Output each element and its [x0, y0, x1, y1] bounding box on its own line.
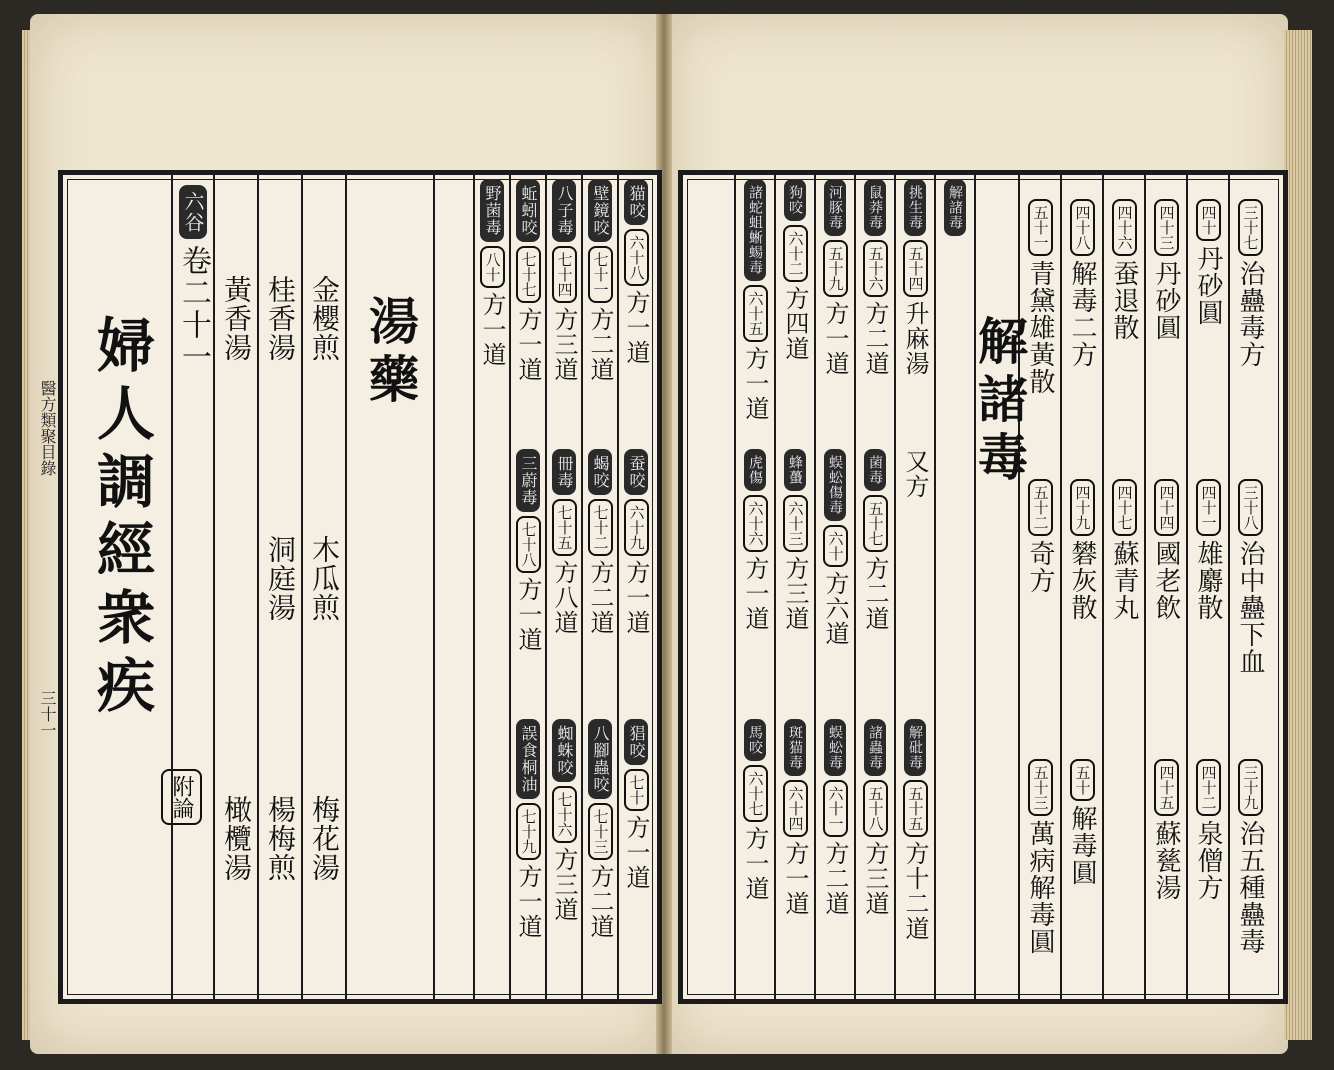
index-number: 八十 [480, 246, 505, 288]
main-column [1228, 175, 1270, 999]
index-column [854, 175, 894, 999]
index-entry [547, 719, 581, 922]
main-text: 丹砂圓 [1193, 245, 1223, 326]
index-number: 七十三 [588, 803, 613, 860]
main-text: 治中蠱下血 [1235, 540, 1265, 675]
main-text: 解毒圓 [1067, 805, 1097, 886]
section-heading: 湯藥 [361, 295, 420, 411]
index-tag: 蜈蚣傷毒 [824, 449, 846, 521]
index-number: 七十 [624, 769, 649, 811]
main-number: 五十一 [1028, 199, 1053, 256]
main-number: 四十三 [1154, 199, 1179, 256]
index-tag: 虎傷 [744, 449, 766, 491]
main-text: 國老飲 [1151, 540, 1181, 621]
section-heading-column [345, 175, 433, 999]
index-column [617, 175, 653, 999]
page-edge-right [1284, 30, 1312, 1040]
main-text: 雄麝散 [1193, 540, 1223, 621]
recipe-entry [259, 535, 301, 622]
index-entry [816, 449, 854, 646]
index-text: 方十二道 [901, 841, 929, 941]
index-tag: 猫咬 [624, 179, 648, 225]
recipe-name: 金櫻煎 [308, 275, 341, 362]
index-number: 七十七 [516, 246, 541, 303]
recipe-name: 橄欖湯 [220, 795, 253, 882]
index-number: 六十五 [743, 285, 768, 342]
index-number: 七十二 [588, 499, 613, 556]
index-text: 方一道 [741, 346, 769, 421]
index-tag: 蜈蚣毒 [824, 719, 846, 776]
index-number: 六十四 [783, 780, 808, 837]
index-entry [776, 179, 814, 361]
main-entry [1062, 195, 1102, 368]
main-entry [1020, 475, 1060, 594]
main-entry [1104, 195, 1144, 341]
recipe-entry [215, 795, 257, 882]
index-number: 六十六 [743, 495, 768, 552]
main-entry [1146, 755, 1186, 901]
main-entry [1230, 475, 1270, 675]
index-text: 方一道 [478, 292, 506, 367]
index-text: 方一道 [622, 290, 650, 365]
index-tag: 冊毒 [552, 449, 576, 495]
main-entry [1104, 475, 1144, 621]
left-text-frame [58, 170, 662, 1004]
index-text: 方二道 [861, 556, 889, 631]
index-number: 七十一 [588, 246, 613, 303]
index-entry [547, 449, 581, 635]
recipe-column [213, 175, 257, 999]
main-text: 治五種蠱毒 [1235, 820, 1265, 955]
main-entry [1020, 755, 1060, 955]
index-tag: 挑生毒 [904, 179, 926, 236]
recipe-entry [303, 795, 345, 882]
recipe-name: 楊梅煎 [264, 795, 297, 882]
main-text: 青黛雄黃散 [1025, 260, 1055, 395]
index-entry [776, 719, 814, 916]
index-text: 方三道 [550, 307, 578, 382]
main-entry [1146, 195, 1186, 341]
index-text: 方二道 [586, 307, 614, 382]
index-text: 方一道 [514, 577, 542, 652]
index-tag: 八腳蟲咬 [588, 719, 612, 799]
volume-tag: 六谷 [179, 185, 207, 239]
index-entry [896, 449, 934, 499]
index-column [581, 175, 617, 999]
main-column [1102, 175, 1144, 999]
index-tag: 蚯蚓咬 [516, 179, 540, 242]
index-text: 升麻湯 [901, 301, 929, 376]
main-entry [1188, 755, 1228, 901]
main-entry [1146, 475, 1186, 621]
index-number: 六十九 [624, 499, 649, 556]
recipe-name: 桂香湯 [264, 275, 297, 362]
index-column [545, 175, 581, 999]
main-column [1060, 175, 1102, 999]
index-tag: 斑猫毒 [784, 719, 806, 776]
index-entry [936, 179, 974, 236]
main-text: 蚕退散 [1109, 260, 1139, 341]
heading-column [970, 175, 1029, 999]
index-entry [511, 719, 545, 939]
index-column [934, 175, 974, 999]
page-title: 婦人調經衆疾 [87, 315, 155, 723]
recipe-name: 梅花湯 [308, 795, 341, 882]
main-entry [1062, 755, 1102, 886]
volume-column [171, 175, 213, 999]
recipe-entry [215, 275, 257, 362]
right-text-frame [678, 170, 1288, 1004]
index-number: 五十五 [903, 780, 928, 837]
index-text: 又方 [901, 449, 929, 499]
index-entry [619, 449, 653, 635]
index-number: 七十九 [516, 803, 541, 860]
index-column [509, 175, 545, 999]
index-entry [736, 179, 774, 421]
main-number: 四十九 [1070, 479, 1095, 536]
index-entry [856, 179, 894, 376]
main-entry [1230, 755, 1270, 955]
index-entry [547, 179, 581, 382]
index-text: 方四道 [781, 286, 809, 361]
main-number: 五十二 [1028, 479, 1053, 536]
index-number: 六十三 [783, 495, 808, 552]
main-text: 蘇青丸 [1109, 540, 1139, 621]
index-number: 六十二 [783, 225, 808, 282]
blank-column [433, 175, 473, 999]
index-tag: 鼠莽毒 [864, 179, 886, 236]
index-text: 方六道 [821, 571, 849, 646]
index-column [814, 175, 854, 999]
main-text: 解毒二方 [1067, 260, 1097, 368]
index-text: 方一道 [741, 826, 769, 901]
index-text: 方一道 [781, 841, 809, 916]
main-number: 五十 [1070, 759, 1095, 801]
index-tag: 解諸毒 [944, 179, 966, 236]
index-tag: 蝎咬 [588, 449, 612, 495]
index-tag: 馬咬 [744, 719, 766, 761]
main-column [1018, 175, 1060, 999]
index-text: 方一道 [514, 307, 542, 382]
index-tag: 猖咬 [624, 719, 648, 765]
main-entry [1188, 195, 1228, 326]
index-text: 方八道 [550, 560, 578, 635]
main-number: 三十九 [1238, 759, 1263, 816]
recipe-name: 木瓜煎 [308, 535, 341, 622]
main-entry [1188, 475, 1228, 621]
index-entry [896, 719, 934, 941]
index-number: 五十八 [863, 780, 888, 837]
volume-label: 卷二十一 [176, 245, 211, 373]
main-entry [1062, 475, 1102, 621]
index-entry [475, 179, 509, 367]
main-number: 三十七 [1238, 199, 1263, 256]
index-entry [583, 449, 617, 635]
recipe-entry [303, 535, 345, 622]
index-text: 方一道 [622, 815, 650, 890]
index-text: 方二道 [586, 560, 614, 635]
index-number: 六十八 [624, 229, 649, 286]
main-number: 四十二 [1196, 759, 1221, 816]
index-tag: 蚕咬 [624, 449, 648, 495]
main-number: 五十三 [1028, 759, 1053, 816]
index-text: 方三道 [781, 556, 809, 631]
index-tag: 狗咬 [784, 179, 806, 221]
index-number: 六十 [823, 525, 848, 567]
index-tag: 八子毒 [552, 179, 576, 242]
index-number: 六十七 [743, 765, 768, 822]
recipe-entry [259, 795, 301, 882]
index-text: 方二道 [586, 864, 614, 939]
index-tag: 三蔚毒 [516, 449, 540, 512]
main-number: 四十一 [1196, 479, 1221, 536]
index-text: 方二道 [861, 301, 889, 376]
index-tag: 壁鏡咬 [588, 179, 612, 242]
main-text: 礬灰散 [1067, 540, 1097, 621]
recipe-name: 黃香湯 [220, 275, 253, 362]
index-number: 五十四 [903, 240, 928, 297]
index-text: 方三道 [861, 841, 889, 916]
index-entry [583, 719, 617, 939]
index-column [734, 175, 774, 999]
index-text: 方一道 [741, 556, 769, 631]
index-number: 五十七 [863, 495, 888, 552]
recipe-column [301, 175, 345, 999]
recipe-column [257, 175, 301, 999]
main-number: 四十七 [1112, 479, 1137, 536]
index-entry [619, 179, 653, 365]
index-text: 方一道 [821, 301, 849, 376]
index-number: 七十八 [516, 516, 541, 573]
main-text: 治蠱毒方 [1235, 260, 1265, 368]
main-number: 四十四 [1154, 479, 1179, 536]
index-text: 方二道 [821, 841, 849, 916]
index-entry [816, 179, 854, 376]
spine-title: 醫方類聚目錄 [38, 380, 57, 476]
index-entry [736, 449, 774, 631]
main-column [1144, 175, 1186, 999]
index-tag: 諸蛇蛆蜥蜴毒 [744, 179, 766, 281]
index-tag: 野菌毒 [480, 179, 504, 242]
index-entry [583, 179, 617, 382]
main-number: 四十 [1196, 199, 1221, 241]
index-tag: 誤食桐油 [516, 719, 540, 799]
main-number: 三十八 [1238, 479, 1263, 536]
index-number: 七十五 [552, 499, 577, 556]
index-number: 五十六 [863, 240, 888, 297]
index-tag: 解砒毒 [904, 719, 926, 776]
index-tag: 河豚毒 [824, 179, 846, 236]
recipe-entry [259, 275, 301, 362]
index-text: 方一道 [622, 560, 650, 635]
index-entry [856, 449, 894, 631]
index-entry [856, 719, 894, 916]
index-entry [776, 449, 814, 631]
appendix-label: 附論 [161, 769, 202, 825]
main-text: 萬病解毒圓 [1025, 820, 1055, 955]
index-entry [816, 719, 854, 916]
index-tag: 諸蟲毒 [864, 719, 886, 776]
index-entry [896, 179, 934, 376]
main-column [1186, 175, 1228, 999]
main-number: 四十六 [1112, 199, 1137, 256]
main-number: 四十八 [1070, 199, 1095, 256]
main-entry [1230, 195, 1270, 368]
right-heading: 解諸毒 [970, 315, 1029, 489]
main-text: 蘇甆湯 [1151, 820, 1181, 901]
recipe-entry [303, 275, 345, 362]
index-number: 五十九 [823, 240, 848, 297]
title-column [71, 175, 171, 999]
recipe-name: 洞庭湯 [264, 535, 297, 622]
index-column [894, 175, 934, 999]
index-text: 方一道 [514, 864, 542, 939]
index-entry [736, 719, 774, 901]
index-tag: 蜘蛛咬 [552, 719, 576, 782]
index-column [774, 175, 814, 999]
index-tag: 菌毒 [864, 449, 886, 491]
main-number: 四十五 [1154, 759, 1179, 816]
main-text: 泉僧方 [1193, 820, 1223, 901]
index-number: 七十六 [552, 786, 577, 843]
index-number: 六十一 [823, 780, 848, 837]
index-entry [511, 449, 545, 652]
index-entry [619, 719, 653, 890]
spine-folio: 三十一 [38, 690, 57, 738]
index-number: 七十四 [552, 246, 577, 303]
main-text: 奇方 [1025, 540, 1055, 594]
index-text: 方三道 [550, 847, 578, 922]
index-entry [511, 179, 545, 382]
index-tag: 蜂蠆 [784, 449, 806, 491]
main-text: 丹砂圓 [1151, 260, 1181, 341]
index-column [473, 175, 509, 999]
